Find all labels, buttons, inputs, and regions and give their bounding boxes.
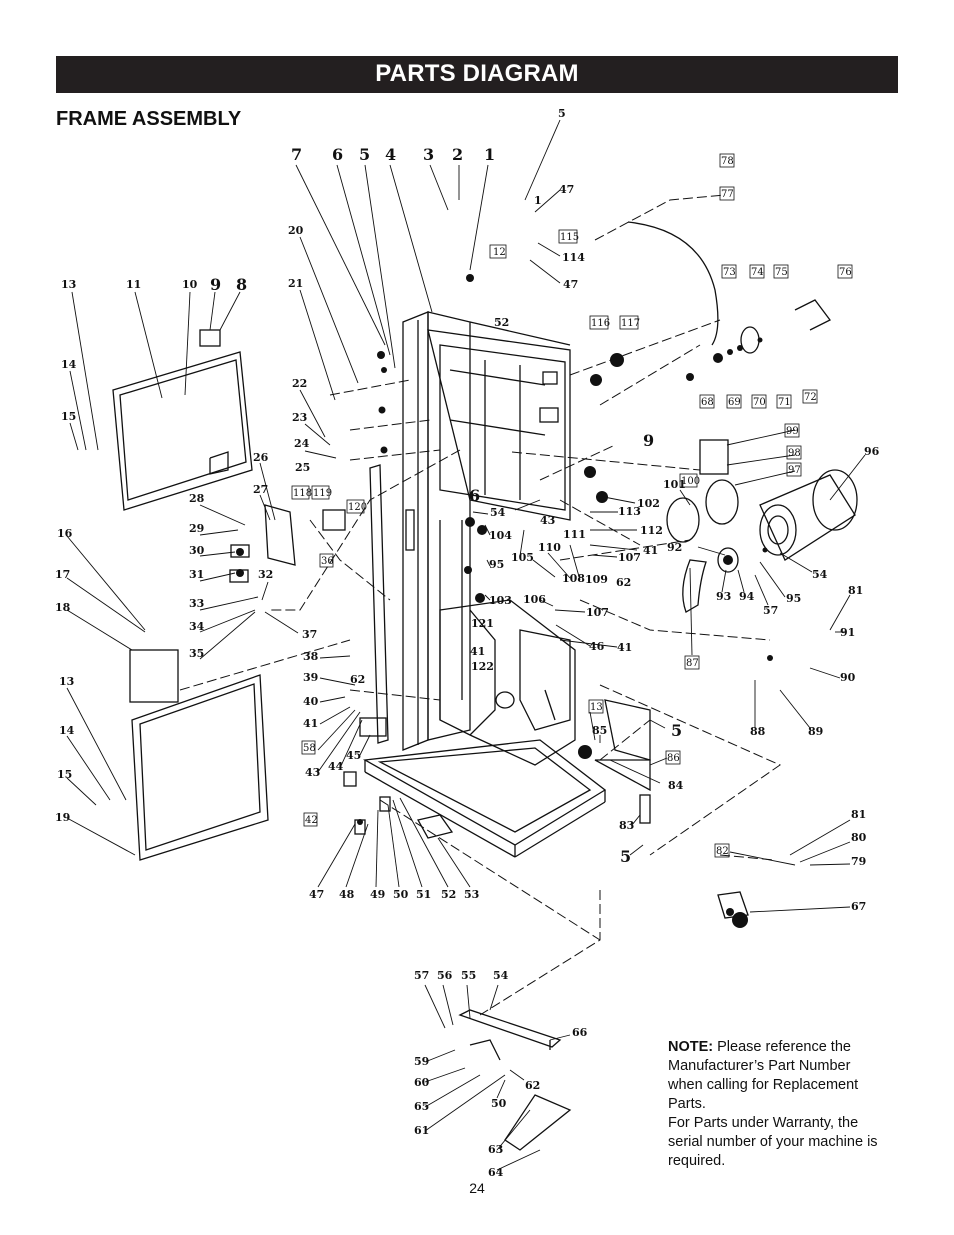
callout: 27 [253, 483, 269, 496]
callout: 52 [441, 888, 457, 901]
callout: 84 [668, 779, 684, 792]
callout: 31 [189, 568, 205, 581]
page-title: PARTS DIAGRAM [375, 60, 579, 87]
callout: 10 [182, 278, 198, 291]
callout: 44 [328, 760, 344, 773]
upper-door [113, 330, 252, 510]
callout: 26 [253, 451, 269, 464]
callout: 9 [210, 275, 222, 294]
callout: 5 [671, 721, 683, 740]
callout: 82 [716, 846, 729, 857]
callout: 5 [558, 107, 566, 120]
callout: 111 [563, 528, 586, 541]
callout: 79 [851, 855, 867, 868]
note-line1: Please reference the Manufacturer’s Part Number when calling for Replacement Parts. [668, 1039, 859, 1112]
drive-belt [683, 560, 706, 612]
callout: 62 [525, 1079, 541, 1092]
callout: 43 [540, 514, 556, 527]
callout: 35 [189, 647, 205, 660]
callout: 100 [681, 476, 701, 487]
callout: 85 [592, 724, 608, 737]
callout: 109 [585, 573, 608, 586]
callout: 41 [303, 717, 319, 730]
callout-7: 7 [291, 145, 303, 164]
callout: 77 [721, 189, 734, 200]
callout: 34 [189, 620, 205, 633]
callout: 23 [292, 411, 308, 424]
callout: 97 [788, 465, 801, 476]
callout: 57 [763, 604, 779, 617]
callout: 115 [560, 232, 580, 243]
callout: 69 [728, 397, 741, 408]
callout: 94 [739, 590, 755, 603]
callout: 81 [848, 584, 864, 597]
callout: 37 [302, 628, 318, 641]
callout: 83 [619, 819, 635, 832]
section-title: FRAME ASSEMBLY [56, 108, 242, 130]
callout: 47 [563, 278, 579, 291]
callout: 104 [489, 529, 512, 542]
callout: 78 [721, 156, 734, 167]
callout: 116 [591, 318, 611, 329]
callout: 14 [61, 358, 77, 371]
callout: 106 [523, 593, 546, 606]
callout: 13 [61, 278, 77, 291]
callout: 65 [414, 1100, 430, 1113]
callout: 51 [416, 888, 432, 901]
callout-1: 1 [484, 145, 496, 164]
callout: 58 [303, 743, 316, 754]
note-label: NOTE: [668, 1039, 714, 1055]
callout: 40 [303, 695, 319, 708]
callout: 81 [851, 808, 867, 821]
callout: 54 [490, 506, 506, 519]
callout: 46 [589, 640, 605, 653]
callout: 121 [471, 617, 494, 630]
callout: 30 [189, 544, 205, 557]
callout: 99 [786, 426, 799, 437]
callout: 88 [750, 725, 766, 738]
callout: 47 [559, 183, 575, 196]
callout: 70 [753, 397, 766, 408]
callout: 15 [61, 410, 77, 423]
callout: 32 [258, 568, 274, 581]
callout: 13 [590, 702, 603, 713]
callout: 119 [313, 488, 333, 499]
power-cable [628, 222, 718, 345]
callout: 42 [305, 815, 318, 826]
callout: 89 [808, 725, 824, 738]
callout: 45 [346, 749, 362, 762]
callout: 75 [775, 267, 788, 278]
callout: 67 [851, 900, 867, 913]
callout: 107 [586, 606, 609, 619]
callout: 118 [293, 488, 313, 499]
callout: 11 [126, 278, 142, 291]
callout: 59 [414, 1055, 430, 1068]
callout: 17 [55, 568, 71, 581]
callout: 1 [534, 194, 542, 207]
callout: 8 [236, 275, 248, 294]
callout: 80 [851, 831, 867, 844]
callout: 50 [393, 888, 409, 901]
callout: 41 [617, 641, 633, 654]
callout: 49 [370, 888, 386, 901]
page-number: 24 [469, 1180, 485, 1196]
callout: 93 [716, 590, 732, 603]
base-frame [365, 740, 605, 857]
callout: 12 [493, 247, 506, 258]
callout: 15 [57, 768, 73, 781]
callout: 48 [339, 888, 355, 901]
callout: 6 [469, 486, 481, 505]
callout: 14 [59, 724, 75, 737]
callout: 62 [616, 576, 632, 589]
callout: 38 [303, 650, 319, 663]
callout: 72 [804, 392, 817, 403]
callout: 110 [538, 541, 561, 554]
callout: 102 [637, 497, 660, 510]
callout: 86 [667, 753, 680, 764]
callout: 98 [788, 448, 801, 459]
callout: 21 [288, 277, 304, 290]
callout: 105 [511, 551, 534, 564]
callout: 13 [59, 675, 75, 688]
callout: 95 [786, 592, 802, 605]
lower-housing [440, 600, 575, 765]
foot-lever-assembly [460, 1010, 570, 1150]
callout: 5 [620, 847, 632, 866]
callout: 107 [618, 551, 641, 564]
callout: 92 [667, 541, 683, 554]
callout-5: 5 [359, 145, 371, 164]
callout: 55 [461, 969, 477, 982]
callout: 114 [562, 251, 585, 264]
callout: 20 [288, 224, 304, 237]
callout: 76 [839, 267, 852, 278]
callout: 101 [663, 478, 686, 491]
note-line2: For Parts under Warranty, the serial number of your machine is required. [668, 1115, 878, 1169]
callout: 54 [812, 568, 828, 581]
callout: 74 [751, 267, 764, 278]
callout: 9 [643, 431, 655, 450]
callout: 57 [414, 969, 430, 982]
callout: 68 [701, 397, 714, 408]
callout-4: 4 [385, 145, 397, 164]
callout: 56 [437, 969, 453, 982]
callout: 52 [494, 316, 510, 329]
callout: 73 [723, 267, 736, 278]
callout: 41 [470, 645, 486, 658]
callout: 63 [488, 1143, 504, 1156]
callout: 33 [189, 597, 205, 610]
callout: 64 [488, 1166, 504, 1179]
callout: 112 [640, 524, 663, 537]
callout: 16 [57, 527, 73, 540]
callout-3: 3 [423, 145, 435, 164]
callout: 53 [464, 888, 480, 901]
callout: 120 [348, 502, 368, 513]
callout: 39 [303, 671, 319, 684]
callout: 71 [778, 397, 791, 408]
callout: 61 [414, 1124, 430, 1137]
callout: 60 [414, 1076, 430, 1089]
callout: 87 [686, 658, 699, 669]
callout: 43 [305, 766, 321, 779]
callout: 96 [864, 445, 880, 458]
callout: 50 [491, 1097, 507, 1110]
callout: 117 [621, 318, 641, 329]
motor [667, 440, 857, 560]
callout: 122 [471, 660, 494, 673]
note-text [668, 1038, 888, 1171]
callout: 24 [294, 437, 310, 450]
callout: 103 [489, 594, 512, 607]
callout: 18 [55, 601, 71, 614]
callout: 22 [292, 377, 308, 390]
lower-door [130, 650, 268, 860]
callout: 19 [55, 811, 71, 824]
callout: 90 [840, 671, 856, 684]
callout: 36 [321, 556, 334, 567]
callout: 113 [618, 505, 641, 518]
callout: 28 [189, 492, 205, 505]
callout-2: 2 [452, 145, 464, 164]
callout: 47 [309, 888, 325, 901]
callout: 54 [493, 969, 509, 982]
callout-6: 6 [332, 145, 344, 164]
callout: 25 [295, 461, 311, 474]
callout: 62 [350, 673, 366, 686]
callout: 108 [562, 572, 585, 585]
callout: 66 [572, 1026, 588, 1039]
callout: 41 [643, 544, 659, 557]
callout: 95 [489, 558, 505, 571]
callout: 29 [189, 522, 205, 535]
callout: 91 [840, 626, 856, 639]
